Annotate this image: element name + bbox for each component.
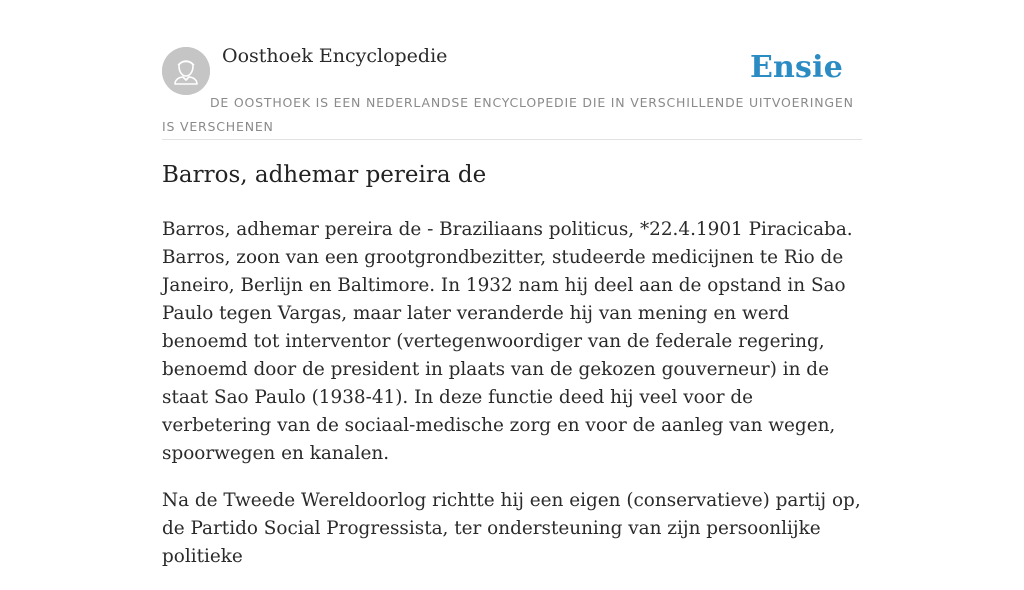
- article-body: [162, 216, 862, 590]
- article-paragraph: Na de Tweede Wereldoorlog richtte hij een eigen (conservatieve) partij op, de Partido Social Progressista, ter ondersteuning van zijn persoonlijke politieke: [162, 490, 861, 567]
- article-title: Barros, adhemar pereira de: [162, 162, 487, 188]
- user-icon[interactable]: [162, 47, 210, 95]
- content-container: [162, 0, 862, 567]
- article-paragraph: Barros, adhemar pereira de - Braziliaans politicus, *22.4.1901 Piracicaba. Barros, zoon van een grootgrondbezitter, studeerde medicijnen te Rio de Janeiro, Berlijn en Baltimore. In 1932 nam hij deel aan de opstand in Sao Paulo tegen Vargas, maar later veranderde hij van mening en werd benoemd tot interventor (vertegenwoordiger van de federale regering, benoemd door de president in plaats van de gekozen gouverneur) in de staat Sao Paulo (1938-41). In deze functie deed hij veel voor de verbetering van de sociaal-medische zorg en voor de aanleg van wegen, spoorwegen en kanalen.: [162, 219, 853, 464]
- header: [162, 0, 862, 140]
- brand-logo[interactable]: Ensie: [749, 50, 843, 85]
- publisher-tagline: DE OOSTHOEK IS EEN NEDERLANDSE ENCYCLOPEDIE DIE IN VERSCHILLENDE UITVOERINGEN IS VERSCHENEN: [162, 95, 854, 134]
- publisher-name[interactable]: Oosthoek Encyclopedie: [222, 45, 448, 67]
